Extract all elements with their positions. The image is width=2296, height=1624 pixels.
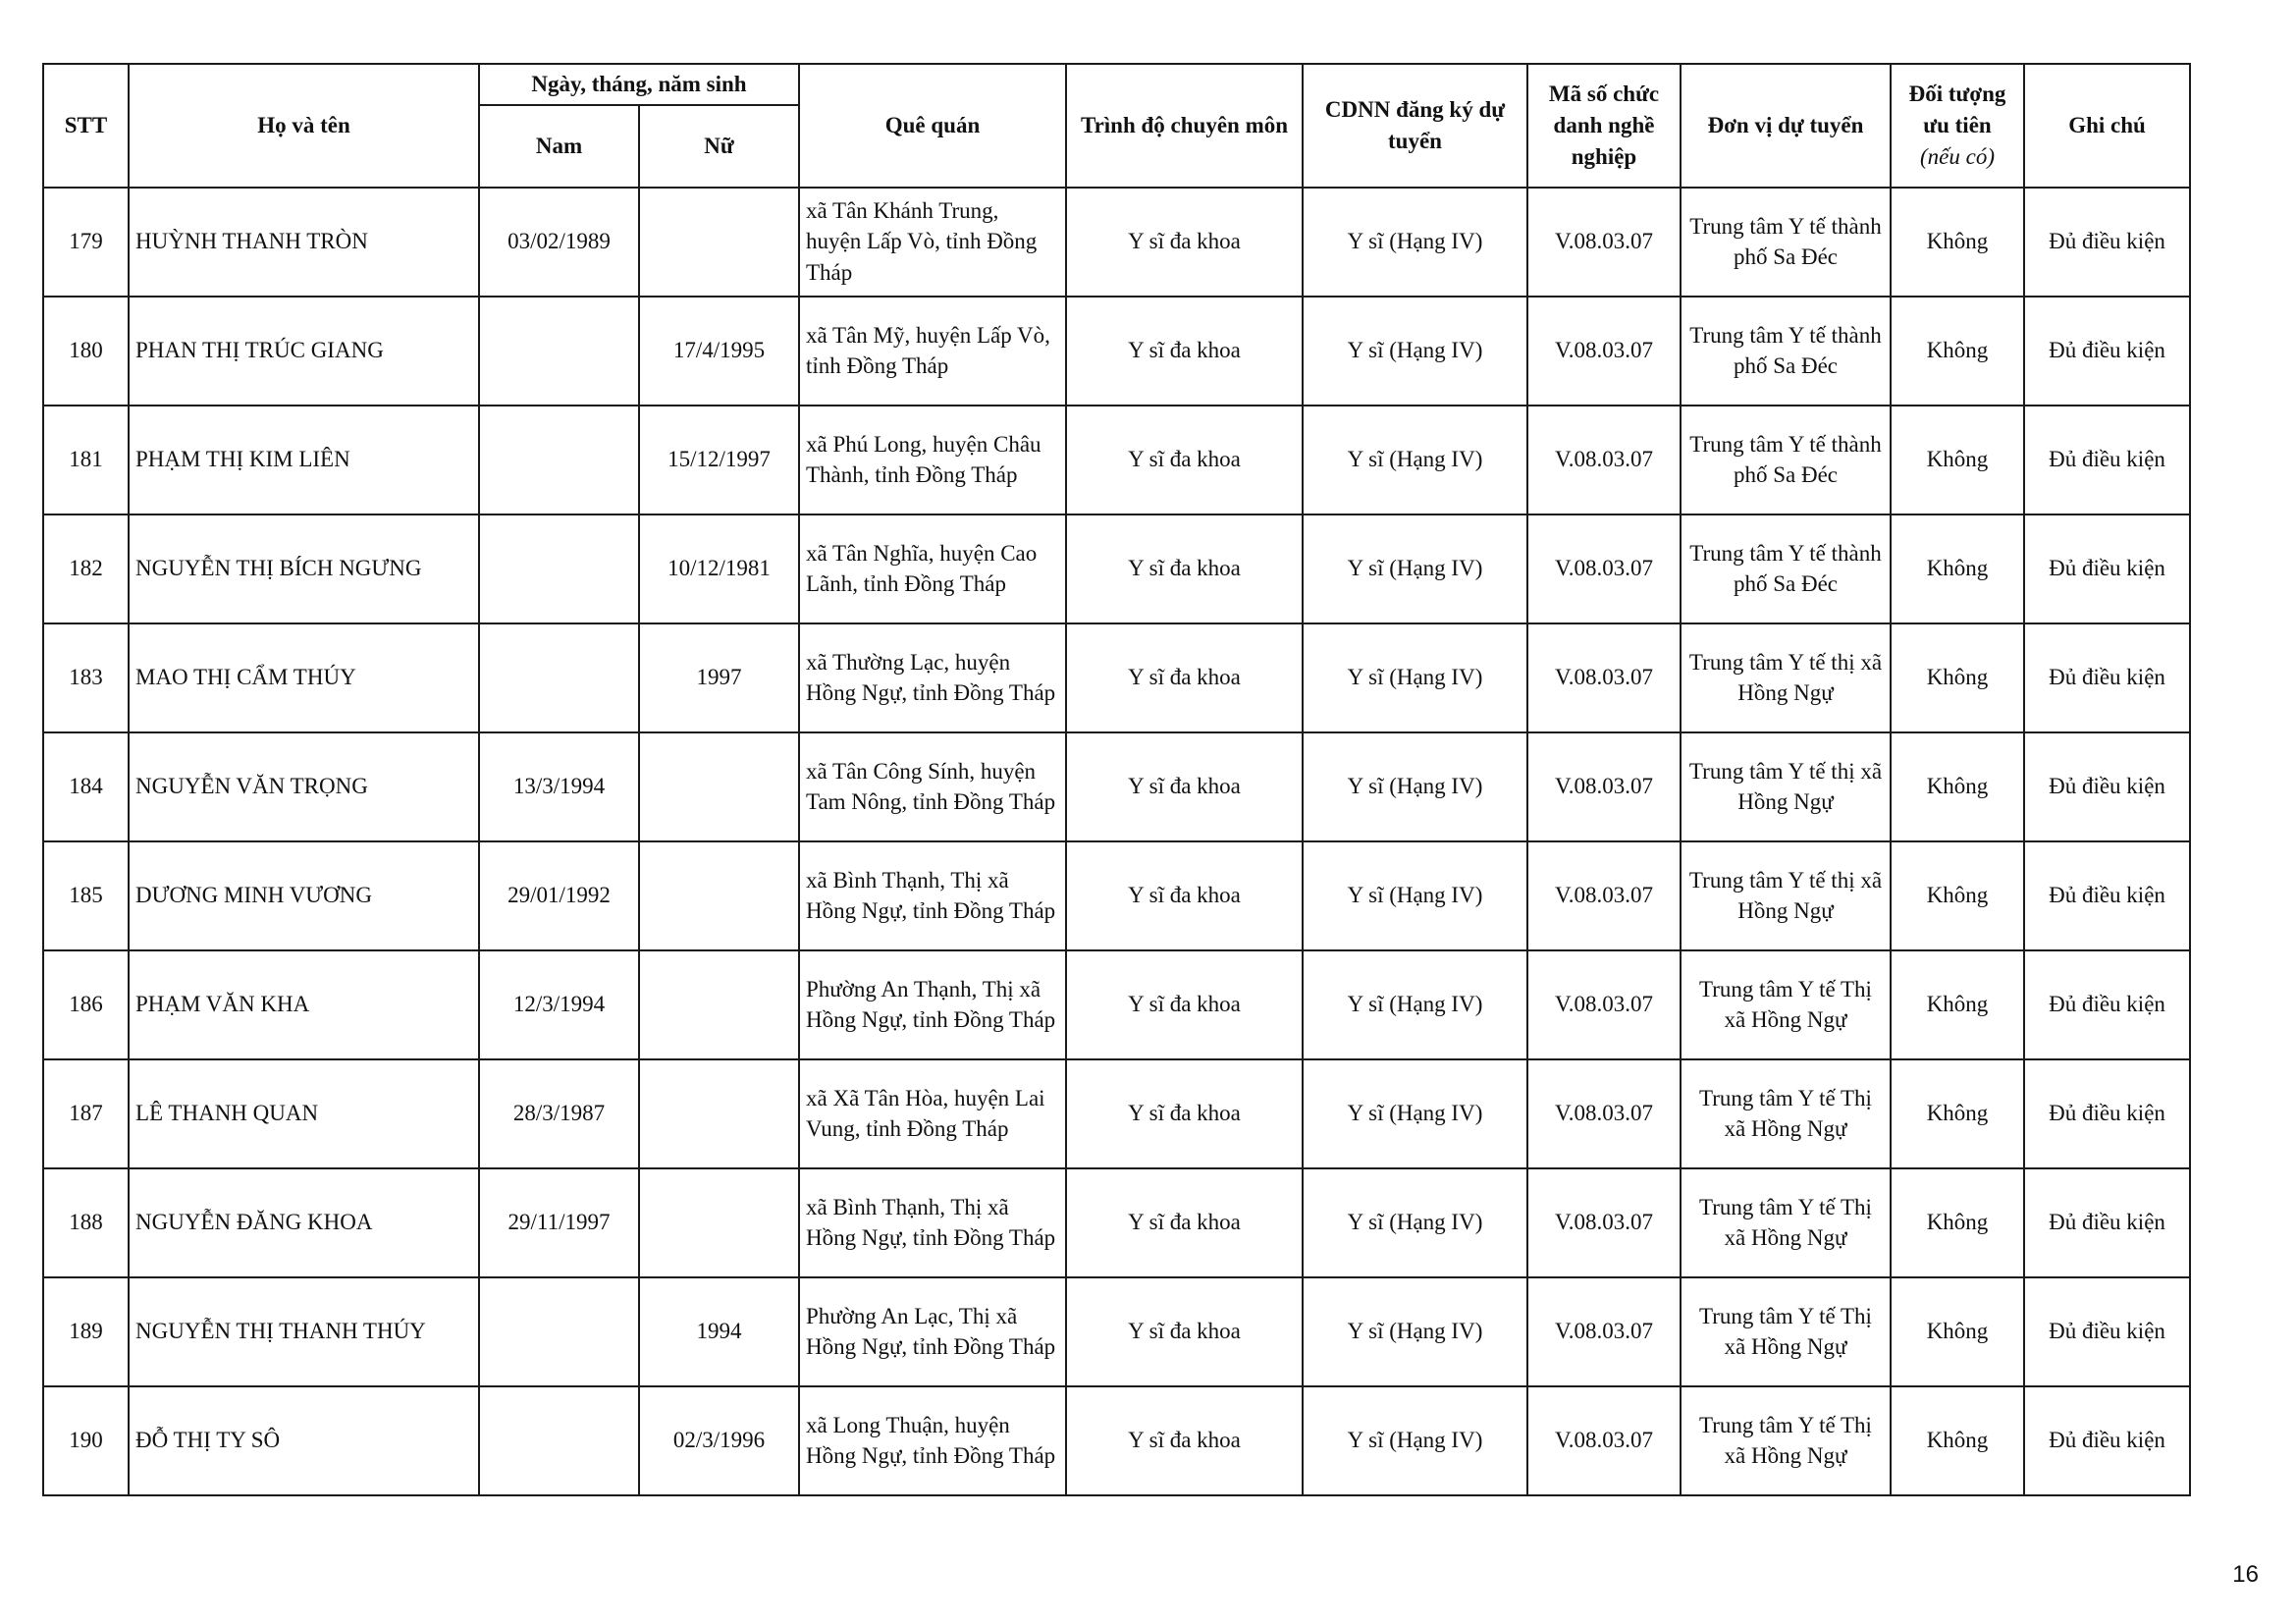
cell-dob-female: 1997 [639, 623, 799, 732]
header-name: Họ và tên [129, 64, 479, 188]
cell-code: V.08.03.07 [1527, 406, 1681, 514]
cell-name: NGUYỄN THỊ BÍCH NGƯNG [129, 514, 479, 623]
cell-name: NGUYỄN THỊ THANH THÚY [129, 1277, 479, 1386]
cell-remark: Đủ điều kiện [2024, 1059, 2190, 1168]
cell-remark: Đủ điều kiện [2024, 297, 2190, 406]
cell-hometown: xã Tân Mỹ, huyện Lấp Vò, tỉnh Đồng Tháp [799, 297, 1066, 406]
cell-dob-male [479, 1277, 639, 1386]
cell-remark: Đủ điều kiện [2024, 514, 2190, 623]
cell-priority: Không [1891, 950, 2024, 1059]
page-number: 16 [2232, 1561, 2259, 1588]
table-row [43, 1059, 2190, 1168]
cell-dob-female: 02/3/1996 [639, 1386, 799, 1495]
cell-unit: Trung tâm Y tế thành phố Sa Đéc [1681, 514, 1891, 623]
cell-stt: 179 [43, 188, 129, 297]
cell-code: V.08.03.07 [1527, 188, 1681, 297]
cell-code: V.08.03.07 [1527, 623, 1681, 732]
header-cdnn: CDNN đăng ký dự tuyển [1303, 64, 1527, 188]
cell-priority: Không [1891, 1168, 2024, 1277]
cell-stt: 182 [43, 514, 129, 623]
header-priority-label: Đối tượng ưu tiên [1908, 81, 2006, 137]
table-row [43, 950, 2190, 1059]
cell-qualification: Y sĩ đa khoa [1066, 514, 1303, 623]
cell-cdnn: Y sĩ (Hạng IV) [1303, 1059, 1527, 1168]
cell-stt: 183 [43, 623, 129, 732]
table-row [43, 297, 2190, 406]
cell-hometown: xã Tân Công Sính, huyện Tam Nông, tỉnh Đồng Tháp [799, 732, 1066, 841]
cell-qualification: Y sĩ đa khoa [1066, 1386, 1303, 1495]
cell-hometown: xã Tân Khánh Trung, huyện Lấp Vò, tỉnh Đồng Tháp [799, 188, 1066, 297]
cell-unit: Trung tâm Y tế Thị xã Hồng Ngự [1681, 950, 1891, 1059]
cell-dob-male: 12/3/1994 [479, 950, 639, 1059]
header-female: Nữ [639, 105, 799, 188]
cell-priority: Không [1891, 406, 2024, 514]
cell-dob-male: 29/11/1997 [479, 1168, 639, 1277]
cell-name: ĐỖ THỊ TY SÔ [129, 1386, 479, 1495]
cell-hometown: xã Phú Long, huyện Châu Thành, tỉnh Đồng Tháp [799, 406, 1066, 514]
cell-dob-female [639, 841, 799, 950]
cell-priority: Không [1891, 623, 2024, 732]
cell-stt: 187 [43, 1059, 129, 1168]
cell-remark: Đủ điều kiện [2024, 1168, 2190, 1277]
cell-unit: Trung tâm Y tế Thị xã Hồng Ngự [1681, 1386, 1891, 1495]
cell-qualification: Y sĩ đa khoa [1066, 297, 1303, 406]
cell-dob-male [479, 514, 639, 623]
table-header [43, 64, 2190, 188]
cell-cdnn: Y sĩ (Hạng IV) [1303, 623, 1527, 732]
cell-dob-male [479, 297, 639, 406]
cell-code: V.08.03.07 [1527, 1168, 1681, 1277]
cell-code: V.08.03.07 [1527, 1059, 1681, 1168]
cell-qualification: Y sĩ đa khoa [1066, 841, 1303, 950]
cell-code: V.08.03.07 [1527, 1277, 1681, 1386]
cell-remark: Đủ điều kiện [2024, 406, 2190, 514]
header-stt: STT [43, 64, 129, 188]
cell-hometown: xã Tân Nghĩa, huyện Cao Lãnh, tỉnh Đồng Tháp [799, 514, 1066, 623]
cell-cdnn: Y sĩ (Hạng IV) [1303, 950, 1527, 1059]
cell-qualification: Y sĩ đa khoa [1066, 623, 1303, 732]
table-body [43, 188, 2190, 1495]
cell-qualification: Y sĩ đa khoa [1066, 732, 1303, 841]
header-unit: Đơn vị dự tuyển [1681, 64, 1891, 188]
table-row [43, 514, 2190, 623]
cell-unit: Trung tâm Y tế Thị xã Hồng Ngự [1681, 1059, 1891, 1168]
cell-hometown: xã Xã Tân Hòa, huyện Lai Vung, tỉnh Đồng Tháp [799, 1059, 1066, 1168]
table-row [43, 732, 2190, 841]
header-dob-group: Ngày, tháng, năm sinh [479, 64, 799, 105]
cell-hometown: xã Long Thuận, huyện Hồng Ngự, tỉnh Đồng Tháp [799, 1386, 1066, 1495]
cell-dob-male [479, 623, 639, 732]
cell-dob-male [479, 406, 639, 514]
cell-dob-female [639, 732, 799, 841]
cell-qualification: Y sĩ đa khoa [1066, 1059, 1303, 1168]
cell-name: MAO THỊ CẨM THÚY [129, 623, 479, 732]
cell-name: PHẠM THỊ KIM LIÊN [129, 406, 479, 514]
cell-hometown: Phường An Thạnh, Thị xã Hồng Ngự, tỉnh Đồng Tháp [799, 950, 1066, 1059]
cell-priority: Không [1891, 1386, 2024, 1495]
cell-hometown: xã Bình Thạnh, Thị xã Hồng Ngự, tỉnh Đồng Tháp [799, 841, 1066, 950]
cell-unit: Trung tâm Y tế Thị xã Hồng Ngự [1681, 1168, 1891, 1277]
cell-hometown: xã Bình Thạnh, Thị xã Hồng Ngự, tỉnh Đồng Tháp [799, 1168, 1066, 1277]
cell-cdnn: Y sĩ (Hạng IV) [1303, 1386, 1527, 1495]
cell-stt: 188 [43, 1168, 129, 1277]
cell-dob-female: 17/4/1995 [639, 297, 799, 406]
cell-dob-male: 13/3/1994 [479, 732, 639, 841]
cell-stt: 181 [43, 406, 129, 514]
cell-code: V.08.03.07 [1527, 841, 1681, 950]
cell-code: V.08.03.07 [1527, 297, 1681, 406]
cell-cdnn: Y sĩ (Hạng IV) [1303, 1277, 1527, 1386]
cell-unit: Trung tâm Y tế thành phố Sa Đéc [1681, 406, 1891, 514]
cell-unit: Trung tâm Y tế thị xã Hồng Ngự [1681, 841, 1891, 950]
cell-stt: 189 [43, 1277, 129, 1386]
cell-cdnn: Y sĩ (Hạng IV) [1303, 841, 1527, 950]
cell-remark: Đủ điều kiện [2024, 1386, 2190, 1495]
cell-cdnn: Y sĩ (Hạng IV) [1303, 297, 1527, 406]
cell-unit: Trung tâm Y tế thị xã Hồng Ngự [1681, 732, 1891, 841]
cell-priority: Không [1891, 297, 2024, 406]
cell-dob-male: 28/3/1987 [479, 1059, 639, 1168]
header-code: Mã số chức danh nghề nghiệp [1527, 64, 1681, 188]
cell-dob-male: 03/02/1989 [479, 188, 639, 297]
cell-dob-female: 10/12/1981 [639, 514, 799, 623]
cell-cdnn: Y sĩ (Hạng IV) [1303, 188, 1527, 297]
cell-qualification: Y sĩ đa khoa [1066, 1277, 1303, 1386]
table-row [43, 1386, 2190, 1495]
cell-priority: Không [1891, 841, 2024, 950]
cell-dob-female [639, 950, 799, 1059]
table-row [43, 1277, 2190, 1386]
cell-unit: Trung tâm Y tế Thị xã Hồng Ngự [1681, 1277, 1891, 1386]
table-row [43, 841, 2190, 950]
header-qualification: Trình độ chuyên môn [1066, 64, 1303, 188]
cell-stt: 184 [43, 732, 129, 841]
cell-unit: Trung tâm Y tế thành phố Sa Đéc [1681, 188, 1891, 297]
cell-qualification: Y sĩ đa khoa [1066, 1168, 1303, 1277]
cell-name: HUỲNH THANH TRÒN [129, 188, 479, 297]
cell-code: V.08.03.07 [1527, 514, 1681, 623]
cell-priority: Không [1891, 1277, 2024, 1386]
table-row [43, 188, 2190, 297]
cell-qualification: Y sĩ đa khoa [1066, 950, 1303, 1059]
candidate-table [42, 63, 2191, 1496]
cell-dob-female: 1994 [639, 1277, 799, 1386]
cell-name: NGUYỄN ĐĂNG KHOA [129, 1168, 479, 1277]
cell-remark: Đủ điều kiện [2024, 732, 2190, 841]
cell-dob-female [639, 188, 799, 297]
cell-remark: Đủ điều kiện [2024, 841, 2190, 950]
cell-remark: Đủ điều kiện [2024, 1277, 2190, 1386]
cell-cdnn: Y sĩ (Hạng IV) [1303, 1168, 1527, 1277]
cell-qualification: Y sĩ đa khoa [1066, 188, 1303, 297]
cell-dob-female [639, 1059, 799, 1168]
cell-remark: Đủ điều kiện [2024, 188, 2190, 297]
cell-stt: 190 [43, 1386, 129, 1495]
header-priority-note: (nếu có) [1920, 143, 1995, 169]
cell-code: V.08.03.07 [1527, 950, 1681, 1059]
cell-priority: Không [1891, 188, 2024, 297]
cell-code: V.08.03.07 [1527, 732, 1681, 841]
cell-stt: 180 [43, 297, 129, 406]
cell-cdnn: Y sĩ (Hạng IV) [1303, 406, 1527, 514]
cell-name: NGUYỄN VĂN TRỌNG [129, 732, 479, 841]
cell-remark: Đủ điều kiện [2024, 623, 2190, 732]
cell-dob-female: 15/12/1997 [639, 406, 799, 514]
cell-stt: 186 [43, 950, 129, 1059]
cell-name: LÊ THANH QUAN [129, 1059, 479, 1168]
cell-dob-female [639, 1168, 799, 1277]
cell-hometown: xã Thường Lạc, huyện Hồng Ngự, tỉnh Đồng Tháp [799, 623, 1066, 732]
cell-code: V.08.03.07 [1527, 1386, 1681, 1495]
header-hometown: Quê quán [799, 64, 1066, 188]
cell-priority: Không [1891, 514, 2024, 623]
table-row [43, 623, 2190, 732]
cell-stt: 185 [43, 841, 129, 950]
cell-cdnn: Y sĩ (Hạng IV) [1303, 732, 1527, 841]
header-male: Nam [479, 105, 639, 188]
cell-hometown: Phường An Lạc, Thị xã Hồng Ngự, tỉnh Đồng Tháp [799, 1277, 1066, 1386]
cell-priority: Không [1891, 1059, 2024, 1168]
cell-name: PHAN THỊ TRÚC GIANG [129, 297, 479, 406]
cell-remark: Đủ điều kiện [2024, 950, 2190, 1059]
header-priority [1891, 64, 2024, 188]
cell-name: DƯƠNG MINH VƯƠNG [129, 841, 479, 950]
cell-priority: Không [1891, 732, 2024, 841]
table-row [43, 406, 2190, 514]
table-row [43, 1168, 2190, 1277]
cell-dob-male [479, 1386, 639, 1495]
cell-name: PHẠM VĂN KHA [129, 950, 479, 1059]
cell-unit: Trung tâm Y tế thị xã Hồng Ngự [1681, 623, 1891, 732]
cell-unit: Trung tâm Y tế thành phố Sa Đéc [1681, 297, 1891, 406]
cell-dob-male: 29/01/1992 [479, 841, 639, 950]
cell-cdnn: Y sĩ (Hạng IV) [1303, 514, 1527, 623]
cell-qualification: Y sĩ đa khoa [1066, 406, 1303, 514]
header-remark: Ghi chú [2024, 64, 2190, 188]
